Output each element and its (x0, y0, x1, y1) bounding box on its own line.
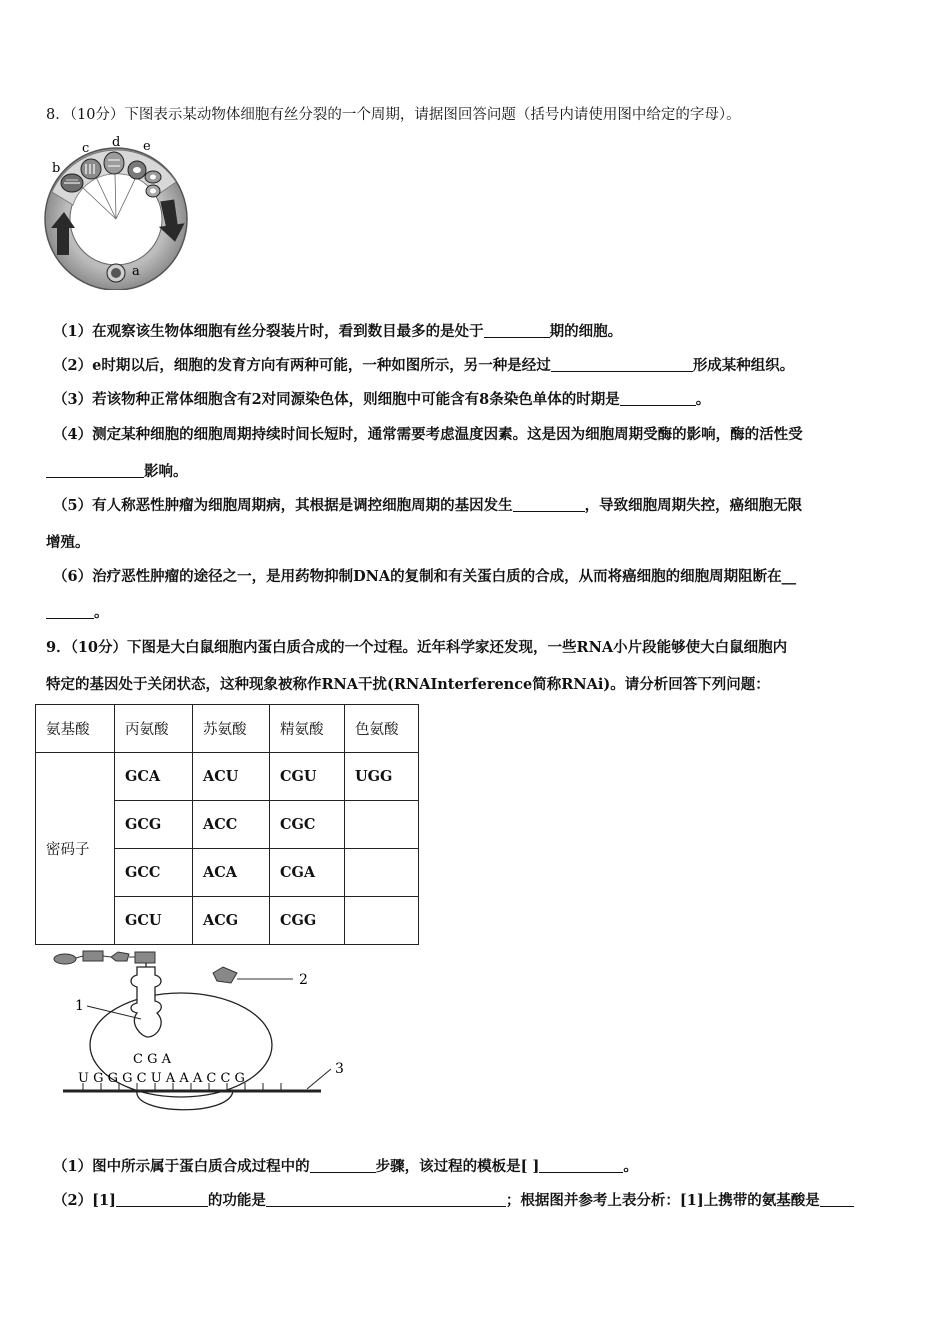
table-cell (345, 849, 419, 897)
table-cell: CGA (270, 849, 345, 897)
cell-e2 (145, 171, 161, 183)
table-row (36, 753, 419, 801)
answer-blank[interactable] (116, 1192, 208, 1207)
table-cell: GCG (115, 801, 193, 849)
table-cell: UGG (345, 753, 419, 801)
cell-e3 (146, 185, 160, 197)
fig-label-a: a (132, 264, 140, 279)
fig-label-2: 2 (299, 972, 308, 988)
answer-blank[interactable] (513, 497, 585, 512)
answer-blank[interactable] (46, 463, 144, 478)
anticodon-text: C G A (133, 1052, 171, 1067)
q9-title-b: 特定的基因处于关闭状态，这种现象被称作RNA干扰(RNAInterference简称RNAi)。请分析回答下列问题： (46, 676, 770, 693)
cell-e (128, 161, 146, 179)
q9-p2: （2）[1] 的功能是 ；根据图并参考上表分析：[1]上携带的氨基酸是 (53, 1189, 854, 1210)
cell-d (104, 152, 124, 174)
table-header-cell: 精氨酸 (270, 705, 345, 753)
q8-p4a: （4）测定某种细胞的细胞周期持续时间长短时，通常需要考虑温度因素。这是因为细胞周期受酶的影响，酶的活性受 (53, 426, 803, 443)
fig-label-3: 3 (335, 1061, 344, 1077)
table-cell: GCU (115, 897, 193, 945)
fig-label-e: e (143, 139, 151, 154)
answer-blank[interactable] (820, 1192, 854, 1207)
answer-blank[interactable] (484, 323, 550, 338)
mrna-sequence: U G G G C U A A A C C G (78, 1071, 245, 1086)
table-header-cell: 丙氨酸 (115, 705, 193, 753)
table-cell: ACC (193, 801, 270, 849)
label-3-pointer (307, 1069, 331, 1089)
amino-acid (83, 951, 103, 961)
answer-blank[interactable] (539, 1158, 623, 1173)
fig-label-1: 1 (75, 998, 84, 1014)
q9-title-a: 9．（10分）下图是大白鼠细胞内蛋白质合成的一个过程。近年科学家还发现，一些RNA小片段能够使大白鼠细胞内 (46, 639, 788, 656)
q9-p1: （1）图中所示属于蛋白质合成过程中的 步骤，该过程的模板是[ ] 。 (53, 1158, 638, 1175)
table-cell: CGG (270, 897, 345, 945)
cell-c (81, 159, 101, 179)
amino-acid (135, 952, 155, 963)
cell-cycle-figure (40, 130, 200, 290)
table-cell (345, 897, 419, 945)
q8-p5c: 增殖。 (46, 534, 90, 551)
table-cell: ACA (193, 849, 270, 897)
fig-label-c: c (82, 141, 90, 156)
answer-blank[interactable] (310, 1158, 376, 1173)
table-cell: ACG (193, 897, 270, 945)
translation-figure (45, 945, 365, 1125)
fig-label-d: d (112, 135, 121, 150)
answer-blank[interactable] (620, 391, 696, 406)
table-cell: GCC (115, 849, 193, 897)
amino-acid (111, 952, 129, 961)
q8-p6a: （6）治疗恶性肿瘤的途径之一，是用药物抑制DNA的复制和有关蛋白质的合成，从而将癌细胞的细胞周期阻断在__ (53, 568, 797, 585)
table-cell: ACU (193, 753, 270, 801)
answer-blank[interactable] (46, 604, 94, 619)
fig-label-b: b (52, 161, 61, 176)
trna (131, 967, 161, 1037)
answer-blank[interactable] (266, 1192, 506, 1207)
table-header-cell: 氨基酸 (36, 705, 115, 753)
q8-p5: （5）有人称恶性肿瘤为细胞周期病，其根据是调控细胞周期的基因发生 ，导致细胞周期失控，癌细胞无限 (53, 497, 803, 514)
table-header-cell: 苏氨酸 (193, 705, 270, 753)
table-cell: CGU (270, 753, 345, 801)
cell-a (107, 264, 125, 282)
table-cell: GCA (115, 753, 193, 801)
table-cell: CGC (270, 801, 345, 849)
free-amino-acid (213, 967, 237, 983)
table-row-label: 密码子 (36, 753, 115, 945)
table-cell (345, 801, 419, 849)
table-header-cell: 色氨酸 (345, 705, 419, 753)
cell-b (61, 174, 83, 192)
q8-p4b: 影响。 (46, 460, 188, 481)
q8-p1: （1）在观察该生物体细胞有丝分裂装片时，看到数目最多的是处于 期的细胞。 (53, 323, 623, 340)
q8-title: 8．（10分）下图表示某动物体细胞有丝分裂的一个周期，请据图回答问题（括号内请使用图中给定的字母）。 (46, 107, 741, 123)
q8-p6b: 。 (46, 601, 109, 622)
amino-acid (54, 954, 76, 964)
answer-blank[interactable] (551, 357, 693, 372)
q8-p3: （3）若该物种正常体细胞含有2对同源染色体，则细胞中可能含有8条染色单体的时期是 。 (53, 391, 711, 408)
q8-p2: （2）e时期以后，细胞的发育方向有两种可能，一种如图所示，另一种是经过 形成某种组织。 (53, 357, 795, 374)
codon-table (35, 704, 419, 945)
table-header-row (36, 705, 419, 753)
